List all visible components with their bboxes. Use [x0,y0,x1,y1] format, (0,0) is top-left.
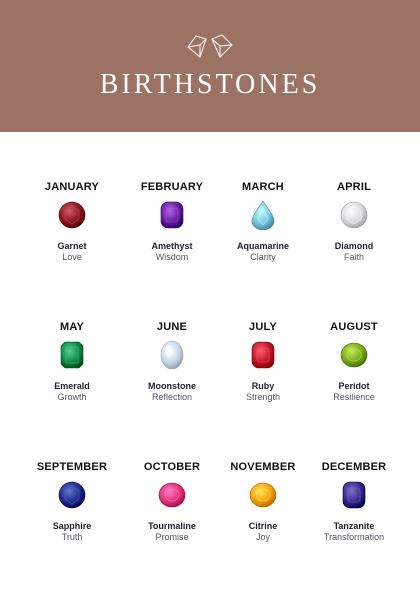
stone-name: Sapphire [52,521,92,531]
stone-name: Citrine [248,521,278,531]
birthstone-card-december [304,460,404,570]
stone-name: Ruby [251,381,275,391]
month-label: MARCH [242,181,284,193]
stone-meaning: Resilience [333,392,375,402]
birthstone-card-july [213,320,313,430]
stone-name: Garnet [57,241,87,251]
gemstone-icon [58,340,86,370]
month-label: JUNE [156,321,188,333]
stone-name: Amethyst [151,241,193,251]
month-label: AUGUST [330,321,378,333]
stone-name: Tourmaline [148,521,196,531]
birthstone-card-september [22,460,122,570]
birthstone-card-february [122,180,222,290]
month-label: DECEMBER [321,461,387,473]
stone-name: Diamond [334,241,374,251]
gemstone-icon [249,480,277,510]
birthstone-card-january [22,180,122,290]
gemstone-icon [158,200,186,230]
gemstone-icon [249,340,277,370]
stone-meaning: Wisdom [155,252,189,262]
gemstone-icon [158,480,186,510]
stone-meaning: Transformation [323,532,385,542]
stone-name: Moonstone [148,381,196,391]
month-label: SEPTEMBER [36,461,108,473]
month-label: NOVEMBER [230,461,296,473]
gemstone-icon [249,200,277,230]
gemstone-icon [158,340,186,370]
gem-logo-icon [186,33,234,59]
month-label: FEBRUARY [140,181,204,193]
gemstone-icon [340,200,368,230]
month-label: JANUARY [44,181,100,193]
birthstone-card-march [213,180,313,290]
stone-meaning: Promise [155,532,189,542]
birthstone-card-august [304,320,404,430]
stone-meaning: Truth [61,532,83,542]
header-banner [0,0,420,132]
birthstone-card-june [122,320,222,430]
gemstone-icon [58,200,86,230]
month-label: MAY [59,321,85,333]
stone-meaning: Clarity [250,252,276,262]
birthstone-card-october [122,460,222,570]
stone-meaning: Joy [255,532,270,542]
month-label: OCTOBER [143,461,201,473]
stone-name: Peridot [338,381,370,391]
gemstone-icon [340,480,368,510]
birthstone-card-november [213,460,313,570]
stone-meaning: Reflection [151,392,193,402]
month-label: JULY [249,321,277,333]
stone-name: Aquamarine [236,241,289,251]
stone-meaning: Growth [57,392,87,402]
gemstone-icon [340,340,368,370]
stone-meaning: Faith [343,252,364,262]
month-label: APRIL [337,181,371,193]
page-title: BIRTHSTONES [99,69,321,100]
stone-meaning: Love [62,252,82,262]
stone-meaning: Strength [245,392,281,402]
birthstone-card-april [304,180,404,290]
gemstone-icon [58,480,86,510]
birthstone-card-may [22,320,122,430]
stone-name: Tanzanite [333,521,375,531]
stone-name: Emerald [54,381,90,391]
